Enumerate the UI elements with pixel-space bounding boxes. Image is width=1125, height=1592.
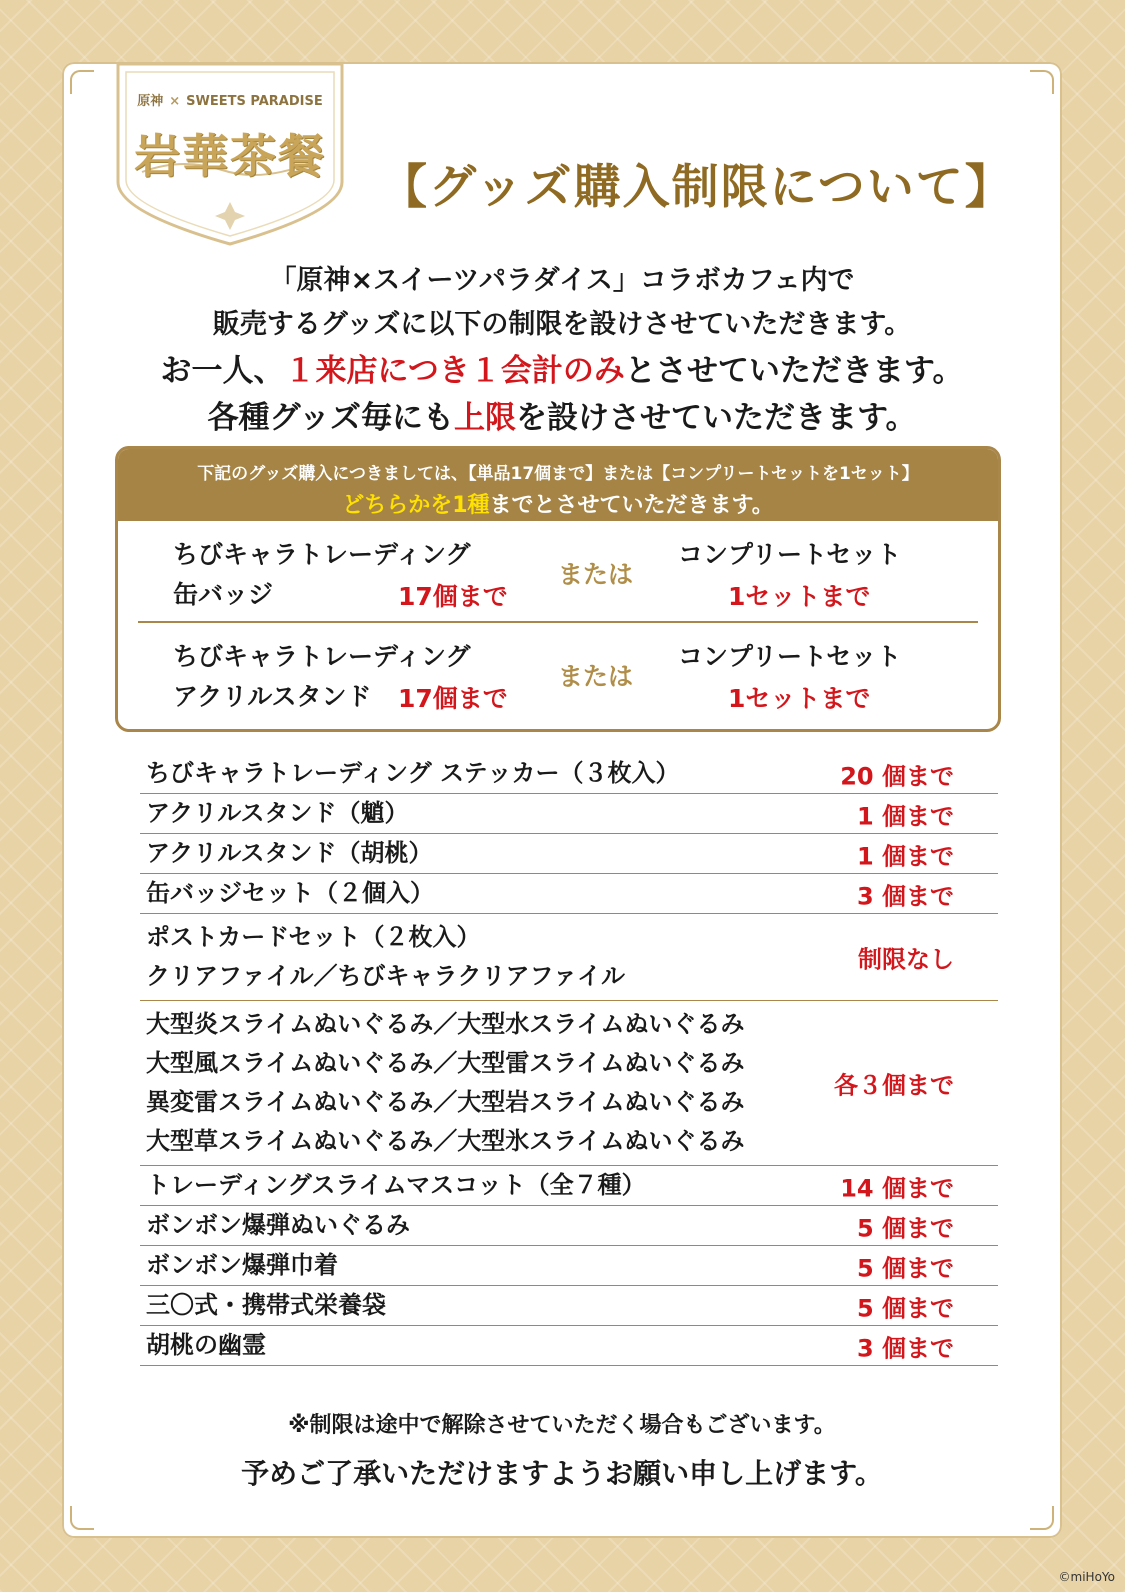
item-name: 大型草スライムぬいぐるみ／大型氷スライムぬいぐるみ (146, 1127, 745, 1155)
item-name: クリアファイル／ちびキャラクリアファイル (146, 962, 626, 990)
choice-emphasis: どちらかを1種 (342, 493, 490, 518)
complete-set-label: コンプリートセット (678, 642, 902, 671)
choice-row-badge (138, 521, 978, 623)
intro-text: とさせていただきます。 (624, 353, 964, 389)
item-name: ポストカードセット（２枚入） (146, 923, 481, 951)
table-row (140, 1326, 998, 1366)
item-name: 缶バッジセット（２個入） (146, 879, 434, 907)
item-name: ボンボン爆弾ぬいぐるみ (146, 1211, 410, 1239)
intro-text: を設けさせていただきます。 (515, 400, 917, 436)
item-name-line2: アクリルスタンド (173, 682, 372, 711)
intro-emphasis: 上限 (453, 400, 516, 436)
corner-ornament (1030, 70, 1054, 94)
item-name-line1: ちびキャラトレーディング (173, 642, 471, 671)
logo-brand (112, 90, 348, 109)
intro-line-4 (62, 392, 1062, 437)
corner-ornament (1030, 1506, 1054, 1530)
item-limit: 20 個まで (840, 762, 954, 790)
choice-box-header-line1: 下記のグッズ購入につきましては、【単品17個まで】または【コンプリートセットを1セット】 (197, 464, 919, 484)
item-limit: 1 個まで (856, 842, 954, 870)
page-title: 【グッズ購入制限について】 (380, 160, 1014, 215)
intro-text: お一人、 (160, 353, 285, 389)
set-limit: 1セットまで (728, 582, 871, 611)
intro-line-3 (62, 345, 1062, 390)
brand-genshin: 原神 (137, 94, 164, 109)
table-row (140, 1166, 998, 1206)
brand-cross: × (169, 94, 181, 109)
table-row (140, 794, 998, 834)
item-limit: 5 個まで (856, 1254, 954, 1282)
item-limit: 制限なし (858, 945, 954, 974)
item-name: ボンボン爆弾巾着 (146, 1251, 338, 1279)
item-limit: 各３個まで (834, 1071, 954, 1100)
item-name: ちびキャラトレーディング ステッカー（３枚入） (146, 759, 680, 787)
item-name: アクリルスタンド（胡桃） (146, 839, 433, 867)
item-name-line1: ちびキャラトレーディング (173, 540, 471, 569)
item-limit: 5 個まで (856, 1214, 954, 1242)
item-name: 大型風スライムぬいぐるみ／大型雷スライムぬいぐるみ (146, 1049, 745, 1077)
footer-note: ※制限は途中で解除させていただく場合もございます。 (288, 1413, 836, 1438)
footer-request: 予めご了承いただけますようお願い申し上げます。 (241, 1457, 883, 1490)
item-name: アクリルスタンド（魈） (146, 799, 409, 827)
corner-ornament (70, 70, 94, 94)
table-row (140, 834, 998, 874)
or-label: または (558, 662, 634, 691)
table-row (140, 1286, 998, 1326)
item-limit: 5 個まで (856, 1294, 954, 1322)
set-limit: 1セットまで (728, 684, 871, 713)
intro-line-2: 販売するグッズに以下の制限を設けさせていただきます。 (212, 309, 912, 340)
choice-box-header-line2 (118, 488, 998, 519)
brand-sweets-paradise: SWEETS PARADISE (186, 94, 323, 109)
intro-text: 各種グッズ毎にも (207, 400, 454, 436)
item-name: 異変雷スライムぬいぐるみ／大型岩スライムぬいぐるみ (146, 1088, 745, 1116)
choice-text: までとさせていただきます。 (489, 493, 774, 518)
collab-logo (112, 62, 348, 248)
table-row (140, 754, 998, 794)
item-name: 大型炎スライムぬいぐるみ／大型水スライムぬいぐるみ (146, 1010, 745, 1038)
choice-limit-box (115, 446, 1001, 732)
item-name: 胡桃の幽霊 (146, 1331, 266, 1359)
item-name: トレーディングスライムマスコット（全７種） (146, 1171, 646, 1199)
table-row (140, 1001, 998, 1166)
table-row (140, 1206, 998, 1246)
item-name: 三〇式・携帯式栄養袋 (146, 1291, 386, 1319)
item-limit: 1 個まで (856, 802, 954, 830)
table-row (140, 914, 998, 1001)
copyright: ©miHoYo (1058, 1570, 1115, 1584)
item-name-line2: 缶バッジ (173, 580, 274, 609)
table-row (140, 1246, 998, 1286)
choice-row-acrylic (118, 623, 998, 723)
corner-ornament (70, 1506, 94, 1530)
table-row (140, 874, 998, 914)
single-limit: 17個まで (398, 684, 508, 713)
single-limit: 17個まで (398, 582, 508, 611)
item-limit: 14 個まで (840, 1174, 954, 1202)
intro-emphasis: １来店につき１会計のみ (284, 353, 625, 389)
intro-line-1: 「原神×スイーツパラダイス」コラボカフェ内で (269, 265, 855, 296)
item-limit: 3 個まで (856, 882, 954, 910)
logo-title: 岩華茶餐 (134, 129, 326, 183)
limit-table (140, 754, 998, 1366)
item-limit: 3 個まで (856, 1334, 954, 1362)
or-label: または (558, 560, 634, 589)
choice-box-header (118, 449, 998, 521)
complete-set-label: コンプリートセット (678, 540, 902, 569)
